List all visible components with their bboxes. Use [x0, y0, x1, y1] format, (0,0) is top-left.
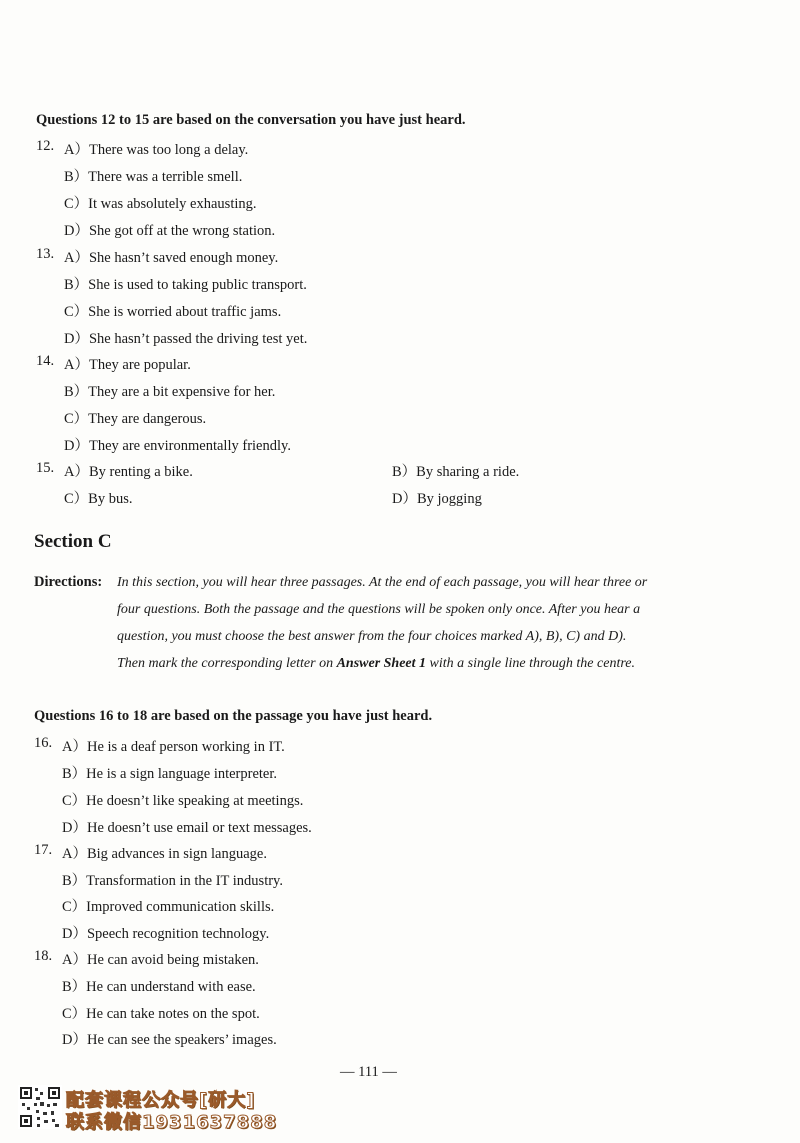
- option-c: C）He can take notes on the spot.: [62, 1006, 260, 1022]
- option-a: A）There was too long a delay.: [64, 142, 249, 158]
- directions-label: Directions:: [34, 574, 103, 590]
- option-a: A）They are popular.: [64, 357, 191, 373]
- directions-line: four questions. Both the passage and the questions will be spoken only once. After you hear a: [117, 602, 641, 617]
- option-b: B）He is a sign language interpreter.: [62, 766, 278, 782]
- option-a: A）He is a deaf person working in IT.: [62, 739, 285, 755]
- answer-sheet-ref: Answer Sheet 1: [336, 656, 427, 671]
- option-b: B）Transformation in the IT industry.: [62, 873, 283, 889]
- option-b: B）She is used to taking public transport.: [64, 277, 307, 293]
- option-a: A）She hasn’t saved enough money.: [64, 250, 279, 266]
- question-group-heading: Questions 16 to 18 are based on the passage you have just heard.: [34, 708, 433, 724]
- question-group-heading: Questions 12 to 15 are based on the conversation you have just heard.: [36, 112, 466, 128]
- option-b: B）By sharing a ride.: [392, 464, 520, 480]
- watermark-line-2: 联系微信1931637888: [66, 1112, 278, 1133]
- option-d: D）By jogging: [392, 491, 482, 507]
- option-b: B）He can understand with ease.: [62, 979, 256, 995]
- option-a: A）Big advances in sign language.: [62, 846, 267, 862]
- option-d: D）He doesn’t use email or text messages.: [62, 820, 312, 836]
- option-c: C）It was absolutely exhausting.: [64, 196, 257, 212]
- option-c: C）By bus.: [64, 491, 133, 507]
- option-d: D）She hasn’t passed the driving test yet.: [64, 331, 308, 347]
- option-b: B）There was a terrible smell.: [64, 169, 243, 185]
- directions-text: Then mark the corresponding letter on: [117, 656, 334, 671]
- directions-line: In this section, you will hear three passages. At the end of each passage, you will hear three or: [117, 575, 648, 590]
- option-d: D）He can see the speakers’ images.: [62, 1032, 277, 1048]
- directions-line: question, you must choose the best answer from the four choices marked A), B), C) and D).: [117, 629, 627, 644]
- question-number: 13.: [36, 246, 55, 262]
- directions-line: [117, 656, 635, 672]
- question-number: 15.: [36, 460, 55, 476]
- question-number: 14.: [36, 353, 55, 369]
- option-d: D）Speech recognition technology.: [62, 926, 270, 942]
- watermark-line-1: 配套课程公众号[研大]: [66, 1090, 256, 1111]
- option-c: C）He doesn’t like speaking at meetings.: [62, 793, 304, 809]
- question-number: 18.: [34, 948, 53, 964]
- option-a: A）He can avoid being mistaken.: [62, 952, 259, 968]
- qr-code-icon: [18, 1085, 62, 1129]
- page-number: — 111 —: [340, 1064, 397, 1080]
- question-number: 17.: [34, 842, 53, 858]
- question-number: 16.: [34, 735, 53, 751]
- option-c: C）She is worried about traffic jams.: [64, 304, 282, 320]
- question-number: 12.: [36, 138, 55, 154]
- option-a: A）By renting a bike.: [64, 464, 193, 480]
- option-b: B）They are a bit expensive for her.: [64, 384, 276, 400]
- option-d: D）They are environmentally friendly.: [64, 438, 291, 454]
- option-c: C）Improved communication skills.: [62, 899, 275, 915]
- option-c: C）They are dangerous.: [64, 411, 207, 427]
- directions-text: with a single line through the centre.: [429, 656, 635, 671]
- option-d: D）She got off at the wrong station.: [64, 223, 276, 239]
- section-title: Section C: [34, 531, 112, 552]
